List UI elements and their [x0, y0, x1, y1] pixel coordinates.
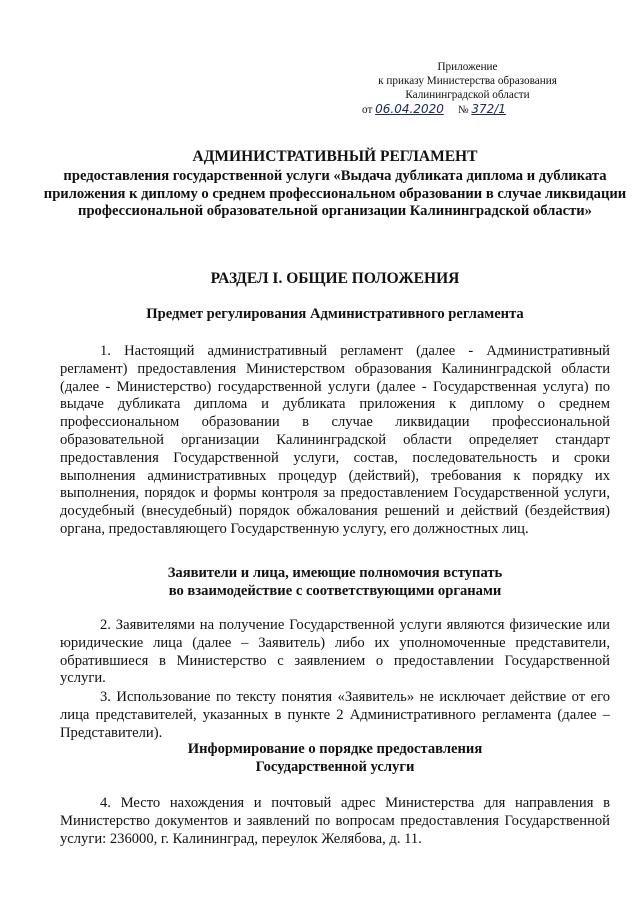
title-subtitle: предоставления государственной услуги «Выдача дубликата диплома и дубликата приложения к диплому о среднем профессиональном образовании в случае ликвидации профессиональной образовательной организации Калининградской области»	[43, 167, 627, 220]
applicants-heading-line2: во взаимодействие с соответствующими органами	[168, 582, 502, 599]
paragraph-4: 4. Место нахождения и почтовый адрес Министерства для направления в Министерство документов и заявлений по вопросам предоставления Государственной услуги: 236000, г. Калининград, переулок Желябова, д. 11.	[60, 795, 610, 847]
annex-region: Калининградской области	[405, 89, 530, 101]
annex-order-ref: к приказу Министерства образования	[378, 75, 557, 87]
handwritten-number: 372/1	[471, 102, 506, 116]
info-heading-line1: Информирование о порядке предоставления	[187, 741, 483, 757]
date-prefix: от	[362, 104, 373, 116]
annex-header	[360, 60, 575, 117]
paragraph-1: 1. Настоящий административный регламент (далее - Административный регламент) предоставления Министерством образования Калининградской области (далее - Министерство) государственной услуги (далее - Государственная услуга) по выдаче дубликата диплома и дубликата приложения к диплому о среднем профессиональном образовании в случае ликвидации профессиональной образовательной организации Калининградской области определяет стандарт предоставления Государственной услуги, состав, последовательность и сроки выполнения административных процедур (действий), требования к порядку их выполнения, порядок и формы контроля за предоставлением Государственной услуги, досудебный (внесудебный) порядок обжалования решений и действий (бездействия) органа, предоставляющего Государственную услугу, его должностных лиц.	[60, 343, 610, 537]
section-heading: РАЗДЕЛ I. ОБЩИЕ ПОЛОЖЕНИЯ	[210, 270, 460, 287]
annex-date-number	[360, 102, 575, 117]
info-heading	[40, 741, 630, 777]
applicants-heading-line1: Заявители и лица, имеющие полномочия вступать	[167, 565, 503, 581]
title-main: АДМИНИСТРАТИВНЫЙ РЕГЛАМЕНТ	[192, 148, 478, 165]
paragraph-2: 2. Заявителями на получение Государственной услуги являются физические или юридические лица (далее – Заявитель) либо их уполномоченные представители, обратившиеся в Министерство с заявлением о предоставлении Государственной услуги.	[60, 617, 610, 687]
handwritten-date: 06.04.2020	[375, 102, 444, 116]
subject-heading: Предмет регулирования Административного регламента	[146, 306, 524, 322]
number-prefix: №	[457, 104, 469, 116]
info-heading-line2: Государственной услуги	[255, 758, 415, 775]
annex-title: Приложение	[437, 61, 498, 73]
regulation-title	[40, 148, 630, 221]
paragraph-3: 3. Использование по тексту понятия «Заявитель» не исключает действие от его лица представителей, указанных в пункте 2 Административного регламента (далее – Представители).	[60, 689, 610, 741]
applicants-heading	[40, 565, 630, 601]
